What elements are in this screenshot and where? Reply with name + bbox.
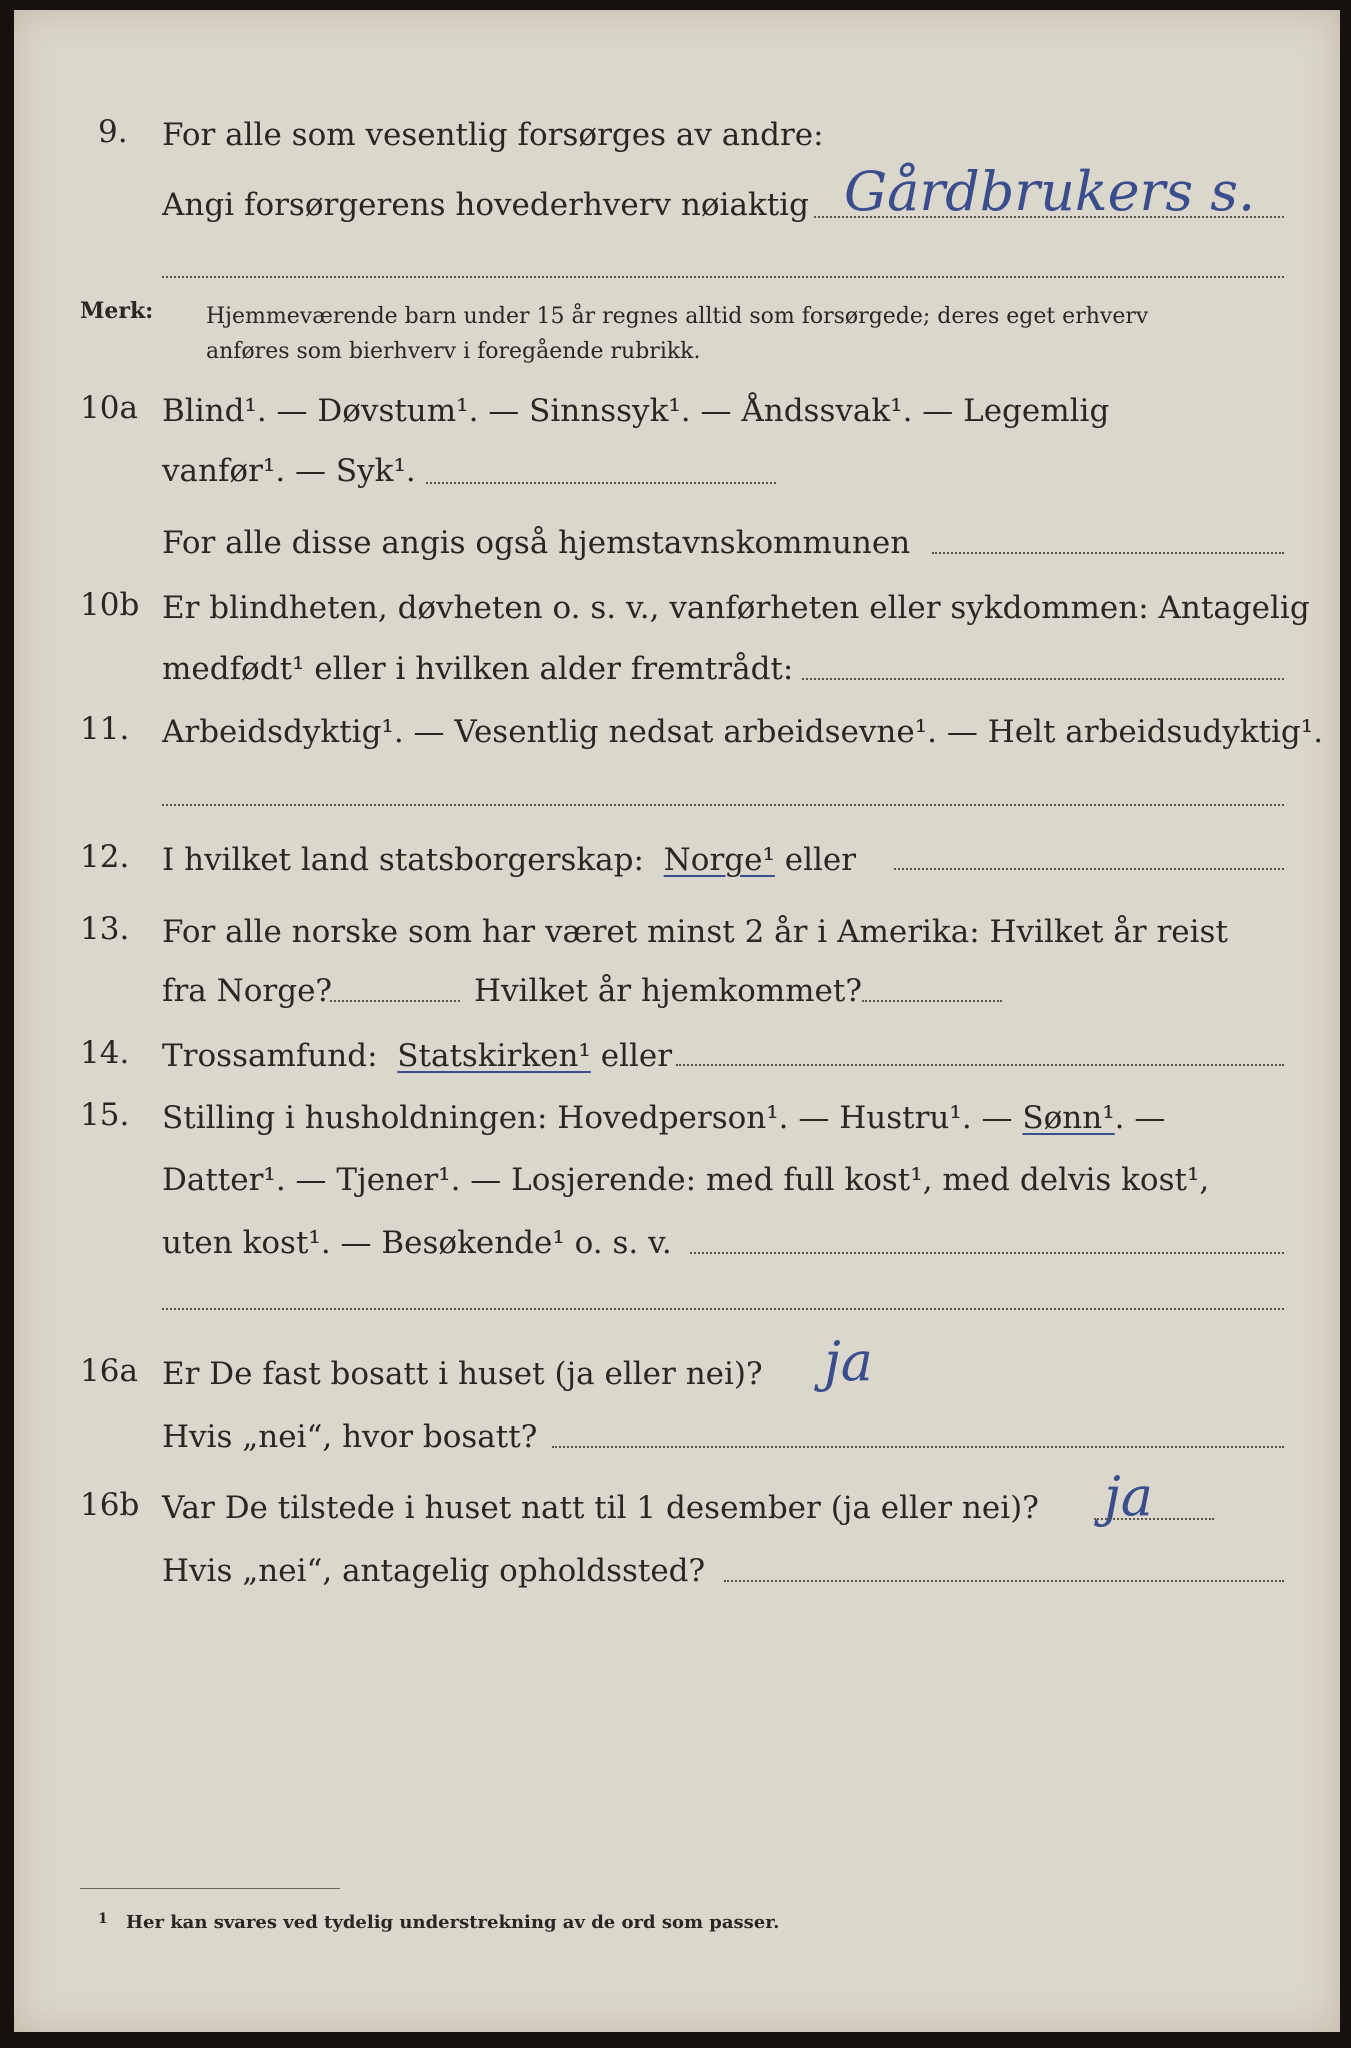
q16a-line1: Er De fast bosatt i huset (ja eller nei)? [162,1356,763,1392]
q13-number: 13. [80,911,130,947]
q13-line2b: Hvilket år hjemkommet? [474,973,862,1009]
q16a-line2: Hvis „nei“, hvor bosatt? [162,1419,538,1455]
footnote-mark: 1 [98,1911,108,1927]
q11-number: 11. [80,711,130,747]
q16b-line2: Hvis „nei“, antagelig opholdssted? [162,1553,706,1589]
q12-number: 12. [80,839,130,875]
census-form-page [14,10,1340,2032]
q15-line1a: Stilling i husholdningen: Hovedperson¹. — Hustru¹. — [162,1100,1013,1136]
q12-suffix: eller [784,842,857,878]
q9-line2: Angi forsørgerens hovederhverv nøiaktig [162,187,809,223]
q10a-line2: vanfør¹. — Syk¹. [162,453,416,489]
q15-line3: uten kost¹. — Besøkende¹ o. s. v. [162,1225,672,1261]
q10b-line2: medfødt¹ eller i hvilken alder fremtrådt: [162,651,794,687]
q9-handwritten-answer: Gårdbrukers s. [844,160,1256,223]
q16a-handwritten-answer: ja [824,1330,873,1393]
q10b-alder-line [802,678,1284,680]
q15-option-sonn: Sønn¹ [1022,1100,1115,1136]
q12-other-line [894,868,1284,870]
q9-number: 9. [98,114,128,150]
q14-option-statskirken: Statskirken¹ [397,1038,591,1074]
q10b-line1: Er blindheten, døvheten o. s. v., vanførheten eller sykdommen: Antagelig [162,590,1310,626]
q14-suffix: eller [600,1038,673,1074]
q9-line1: For alle som vesentlig forsørges av andre: [162,117,824,153]
merk-line1: Hjemmeværende barn under 15 år regnes alltid som forsørgede; deres eget erhverv [206,304,1149,329]
q15-blank-line [162,1308,1284,1310]
q14-text [162,1038,673,1074]
q11-blank-line [162,804,1284,806]
q10a-hjemstavn-line [932,552,1284,554]
q11-line1: Arbeidsdyktig¹. — Vesentlig nedsat arbeidsevne¹. — Helt arbeidsudyktig¹. [162,714,1324,750]
q12-text [162,842,857,878]
q15-line1 [162,1100,1166,1136]
q10a-number: 10a [80,390,138,426]
q15-besokende-line [690,1252,1284,1254]
q16a-bosatt-line [552,1446,1284,1448]
q12-option-norge: Norge¹ [663,842,775,878]
footnote-rule [80,1888,340,1889]
q10a-syk-line [426,482,776,484]
merk-line2: anføres som bierhverv i foregående rubrikk. [206,339,701,364]
footnote-text: Her kan svares ved tydelig understrekning av de ord som passer. [126,1912,780,1933]
q16a-number: 16a [80,1353,138,1389]
q14-number: 14. [80,1035,130,1071]
q14-other-line [676,1064,1284,1066]
q12-prefix: I hvilket land statsborgerskap: [162,842,644,878]
q13-line2a: fra Norge? [162,973,333,1009]
q16b-opholdssted-line [724,1580,1284,1582]
q10b-number: 10b [80,587,140,623]
q10a-line1: Blind¹. — Døvstum¹. — Sinnssyk¹. — Åndssvak¹. — Legemlig [162,393,1110,429]
q13-reist-line [330,1000,460,1002]
q16b-number: 16b [80,1487,140,1523]
q16b-handwritten-answer: ja [1104,1465,1153,1528]
merk-label: Merk: [80,298,154,324]
q16b-answer-line [1094,1518,1214,1520]
q10a-line3: For alle disse angis også hjemstavnskommunen [162,525,911,561]
q16b-line1: Var De tilstede i huset natt til 1 desember (ja eller nei)? [162,1490,1039,1526]
q15-line1c: . — [1114,1100,1166,1136]
q15-number: 15. [80,1097,130,1133]
q13-line1: For alle norske som har været minst 2 år i Amerika: Hvilket år reist [162,914,1228,950]
q15-line2: Datter¹. — Tjener¹. — Losjerende: med full kost¹, med delvis kost¹, [162,1162,1210,1198]
q9-blank-line [162,276,1284,278]
q13-hjemkommet-line [862,1000,1002,1002]
q14-prefix: Trossamfund: [162,1038,378,1074]
